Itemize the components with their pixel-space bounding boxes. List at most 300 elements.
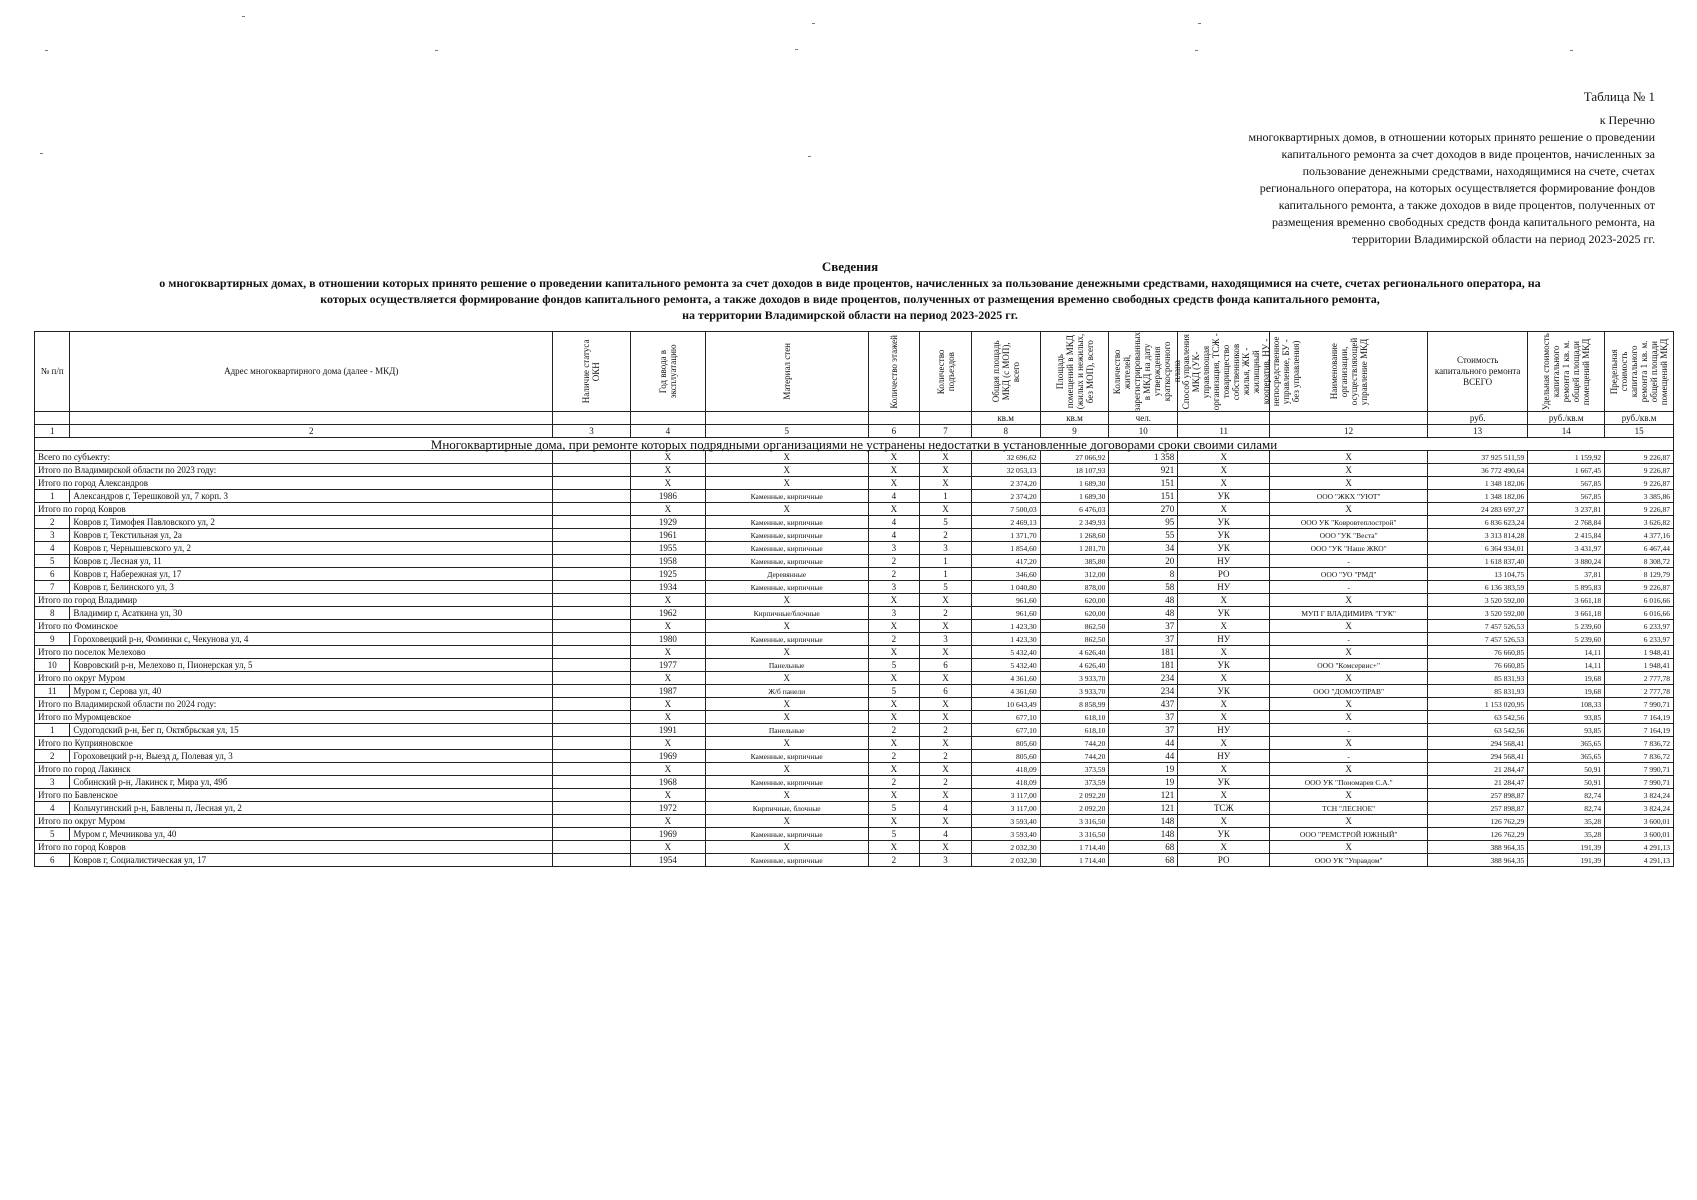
unit-cell: руб./кв.м [1528,412,1605,425]
cell-col-15: 4 377,16 [1605,529,1674,542]
row-address: Гороховецкий р-н, Выезд д, Полевая ул, 3 [70,750,553,763]
table-total-row [35,672,1674,685]
cell-col-5: Каменные, кирпичные [705,633,868,646]
scan-speck [242,16,245,17]
table-row [35,542,1674,555]
cell-col-8: 4 361,60 [971,672,1040,685]
cell-col-14: 14,11 [1528,646,1605,659]
cell-col-5: Каменные, кирпичные [705,750,868,763]
cell-col-8: 2 374,20 [971,490,1040,503]
cell-col-13: 1 348 182,06 [1428,477,1528,490]
table-row [35,750,1674,763]
table-row [35,581,1674,594]
cell-col-7: X [920,594,972,607]
cell-col-10: 68 [1109,841,1178,854]
cell-col-12: X [1270,789,1428,802]
row-label: Итого по Бавленское [35,789,553,802]
cell-col-15: 9 226,87 [1605,503,1674,516]
cell-col-7: 6 [920,659,972,672]
cell-col-11: УК [1178,776,1270,789]
cell-col-4: 1962 [630,607,705,620]
table-row [35,568,1674,581]
unit-cell [1178,412,1270,425]
cell-col-11: X [1178,594,1270,607]
cell-col-5: Каменные, кирпичные [705,581,868,594]
row-label: Итого по Владимирской области по 2023 году: [35,464,553,477]
cell-col-10: 270 [1109,503,1178,516]
cell-col-13: 257 898,87 [1428,789,1528,802]
column-number: 13 [1428,425,1528,438]
cell-col-15: 2 777,78 [1605,672,1674,685]
cell-col-12: X [1270,477,1428,490]
cell-col-4: X [630,477,705,490]
cell-col-6: X [868,711,920,724]
cell-col-11: НУ [1178,581,1270,594]
cell-col-15: 9 226,87 [1605,451,1674,464]
cell-col-13: 126 762,29 [1428,828,1528,841]
row-number: 6 [35,854,70,867]
cell-col-4: X [630,789,705,802]
cell-col-15: 3 385,86 [1605,490,1674,503]
cell-col-5: X [705,594,868,607]
cell-col-15: 3 824,24 [1605,802,1674,815]
cell-col-12: X [1270,672,1428,685]
scan-speck [1570,50,1573,51]
cell-col-6: X [868,451,920,464]
cell-col-10: 921 [1109,464,1178,477]
table-row [35,529,1674,542]
column-number: 2 [70,425,553,438]
cell-col-6: X [868,594,920,607]
row-label: Итого по округ Муром [35,815,553,828]
cell-col-5: X [705,763,868,776]
cell-col-6: X [868,789,920,802]
cell-col-9: 6 476,03 [1040,503,1109,516]
table-total-row [35,815,1674,828]
annex-caption [1175,112,1655,248]
cell-col-14: 93,85 [1528,711,1605,724]
cell-col-3 [553,828,631,841]
houses-table [34,331,1674,867]
cell-col-12: X [1270,646,1428,659]
cell-col-9: 3 933,70 [1040,685,1109,698]
cell-col-5: Кирпичные, блочные [705,802,868,815]
unit-cell [35,412,70,425]
cell-col-10: 48 [1109,607,1178,620]
cell-col-14: 567,85 [1528,490,1605,503]
cell-col-7: X [920,763,972,776]
cell-col-10: 151 [1109,490,1178,503]
cell-col-15: 3 824,24 [1605,789,1674,802]
cell-col-9: 1 268,60 [1040,529,1109,542]
cell-col-13: 6 836 623,24 [1428,516,1528,529]
cell-col-11: X [1178,841,1270,854]
column-number: 7 [920,425,972,438]
cell-col-11: НУ [1178,724,1270,737]
cell-col-3 [553,763,631,776]
row-address: Ковров г, Тимофея Павловского ул, 2 [70,516,553,529]
cell-col-7: 2 [920,776,972,789]
cell-col-14: 3 661,18 [1528,594,1605,607]
cell-col-8: 3 117,00 [971,802,1040,815]
cell-col-15: 2 777,78 [1605,685,1674,698]
row-number: 5 [35,555,70,568]
cell-col-6: 2 [868,555,920,568]
col-header-cost-total: Стоимость капитального ремонта ВСЕГО [1428,332,1528,412]
row-number: 10 [35,659,70,672]
unit-cell: чел. [1109,412,1178,425]
cell-col-8: 5 432,40 [971,659,1040,672]
row-address: Ковров г, Белинского ул, 3 [70,581,553,594]
cell-col-3 [553,737,631,750]
table-row [35,607,1674,620]
cell-col-4: 1969 [630,828,705,841]
cell-col-14: 35,28 [1528,828,1605,841]
column-number: 4 [630,425,705,438]
cell-col-3 [553,854,631,867]
cell-col-15: 6 233,97 [1605,633,1674,646]
cell-col-3 [553,529,631,542]
cell-col-13: 3 520 592,00 [1428,594,1528,607]
table-row [35,516,1674,529]
table-total-row [35,737,1674,750]
cell-col-6: X [868,763,920,776]
cell-col-5: Панельные [705,659,868,672]
cell-col-9: 1 689,30 [1040,477,1109,490]
cell-col-9: 373,59 [1040,763,1109,776]
column-numbers-row [35,425,1674,438]
cell-col-5: Панельные [705,724,868,737]
cell-col-11: НУ [1178,750,1270,763]
cell-col-7: X [920,477,972,490]
cell-col-5: X [705,711,868,724]
cell-col-10: 19 [1109,763,1178,776]
cell-col-9: 18 107,93 [1040,464,1109,477]
row-address: Собинский р-н, Лакинск г, Мира ул, 49б [70,776,553,789]
cell-col-13: 63 542,56 [1428,711,1528,724]
cell-col-8: 1 423,30 [971,620,1040,633]
cell-col-12: X [1270,451,1428,464]
row-number: 2 [35,516,70,529]
cell-col-3 [553,841,631,854]
cell-col-7: 3 [920,854,972,867]
cell-col-9: 1 714,40 [1040,841,1109,854]
row-address: Гороховецкий р-н, Фоминки с, Чекунова ул, 4 [70,633,553,646]
table-total-row [35,477,1674,490]
cell-col-3 [553,555,631,568]
cell-col-4: X [630,841,705,854]
cell-col-3 [553,724,631,737]
cell-col-11: X [1178,763,1270,776]
cell-col-4: 1958 [630,555,705,568]
cell-col-8: 32 053,13 [971,464,1040,477]
table-total-row [35,763,1674,776]
unit-cell [868,412,920,425]
cell-col-5: X [705,620,868,633]
cell-col-8: 10 643,49 [971,698,1040,711]
cell-col-13: 388 964,35 [1428,841,1528,854]
cell-col-5: X [705,815,868,828]
cell-col-8: 2 032,30 [971,841,1040,854]
cell-col-7: X [920,451,972,464]
cell-col-7: 2 [920,750,972,763]
cell-col-14: 3 661,18 [1528,607,1605,620]
row-address: Александров г, Терешковой ул, 7 корп. 3 [70,490,553,503]
cell-col-7: X [920,841,972,854]
cell-col-4: X [630,737,705,750]
cell-col-14: 50,91 [1528,776,1605,789]
column-number: 8 [971,425,1040,438]
cell-col-8: 3 593,40 [971,815,1040,828]
cell-col-9: 8 858,99 [1040,698,1109,711]
cell-col-13: 76 660,85 [1428,646,1528,659]
cell-col-15: 3 600,01 [1605,815,1674,828]
cell-col-13: 85 831,93 [1428,672,1528,685]
unit-cell: кв.м [971,412,1040,425]
cell-col-8: 346,60 [971,568,1040,581]
cell-col-11: УК [1178,659,1270,672]
cell-col-4: X [630,763,705,776]
row-label: Итого по Владимирской области по 2024 году: [35,698,553,711]
cell-col-11: X [1178,451,1270,464]
cell-col-10: 37 [1109,620,1178,633]
annex-line: многоквартирных домов, в отношении которых принято решение о проведении [1248,130,1655,144]
cell-col-12: ТСН "ЛЕСНОЕ" [1270,802,1428,815]
cell-col-15: 8 308,72 [1605,555,1674,568]
cell-col-5: X [705,477,868,490]
cell-col-5: Деревянные [705,568,868,581]
cell-col-13: 24 283 697,27 [1428,503,1528,516]
cell-col-9: 620,00 [1040,607,1109,620]
cell-col-9: 878,00 [1040,581,1109,594]
cell-col-8: 418,09 [971,776,1040,789]
cell-col-4: 1968 [630,776,705,789]
cell-col-8: 805,60 [971,750,1040,763]
cell-col-4: 1987 [630,685,705,698]
cell-col-13: 1 348 182,06 [1428,490,1528,503]
cell-col-14: 19,68 [1528,685,1605,698]
cell-col-8: 2 469,13 [971,516,1040,529]
row-label: Итого по город Александров [35,477,553,490]
table-total-row [35,464,1674,477]
cell-col-10: 181 [1109,659,1178,672]
cell-col-9: 3 933,70 [1040,672,1109,685]
row-label: Итого по город Лакинск [35,763,553,776]
column-number: 5 [705,425,868,438]
table-row [35,776,1674,789]
cell-col-6: 4 [868,529,920,542]
cell-col-9: 618,10 [1040,711,1109,724]
scan-speck [1198,23,1201,24]
cell-col-3 [553,672,631,685]
cell-col-14: 5 239,60 [1528,620,1605,633]
cell-col-8: 1 423,30 [971,633,1040,646]
cell-col-6: 4 [868,490,920,503]
cell-col-13: 1 153 020,95 [1428,698,1528,711]
cell-col-11: УК [1178,607,1270,620]
header-row [35,332,1674,412]
cell-col-15: 7 990,71 [1605,763,1674,776]
cell-col-10: 34 [1109,542,1178,555]
cell-col-4: X [630,815,705,828]
table-row [35,828,1674,841]
annex-line: к Перечню [1599,113,1655,127]
cell-col-7: X [920,672,972,685]
cell-col-8: 961,60 [971,607,1040,620]
row-label: Итого по город Ковров [35,503,553,516]
cell-col-4: X [630,711,705,724]
row-address: Ковров г, Чернышевского ул, 2 [70,542,553,555]
cell-col-9: 385,80 [1040,555,1109,568]
cell-col-5: Кирпичные/блочные [705,607,868,620]
cell-col-15: 8 129,79 [1605,568,1674,581]
cell-col-11: РО [1178,568,1270,581]
column-number: 14 [1528,425,1605,438]
cell-col-5: Каменные, кирпичные [705,555,868,568]
cell-col-13: 6 364 934,01 [1428,542,1528,555]
cell-col-6: 2 [868,854,920,867]
cell-col-5: Ж/б панели [705,685,868,698]
cell-col-9: 744,20 [1040,750,1109,763]
table-total-row [35,503,1674,516]
cell-col-9: 373,59 [1040,776,1109,789]
cell-col-5: Каменные, кирпичные [705,529,868,542]
cell-col-15: 9 226,87 [1605,581,1674,594]
cell-col-12: - [1270,724,1428,737]
cell-col-11: РО [1178,854,1270,867]
cell-col-7: X [920,737,972,750]
cell-col-9: 1 714,40 [1040,854,1109,867]
cell-col-14: 365,65 [1528,750,1605,763]
row-address: Муром г, Мечникова ул, 40 [70,828,553,841]
cell-col-6: 3 [868,581,920,594]
cell-col-3 [553,542,631,555]
cell-col-13: 7 457 526,53 [1428,633,1528,646]
row-number: 4 [35,542,70,555]
cell-col-14: 5 239,60 [1528,633,1605,646]
column-number: 12 [1270,425,1428,438]
unit-cell [553,412,631,425]
cell-col-8: 677,10 [971,711,1040,724]
cell-col-13: 37 925 511,59 [1428,451,1528,464]
row-number: 3 [35,529,70,542]
cell-col-9: 862,50 [1040,633,1109,646]
annex-line: регионального оператора, на которых осуществляется формирование фондов [1259,181,1655,195]
row-address: Ковров г, Набережная ул, 17 [70,568,553,581]
row-address: Ковровский р-н, Мелехово п, Пионерская ул, 5 [70,659,553,672]
cell-col-12: - [1270,633,1428,646]
cell-col-4: X [630,698,705,711]
cell-col-15: 6 233,97 [1605,620,1674,633]
cell-col-4: X [630,646,705,659]
heading-line: на территории Владимирской области на период 2023-2025 гг. [682,308,1018,322]
cell-col-7: X [920,464,972,477]
row-address: Владимир г, Асаткина ул, 30 [70,607,553,620]
cell-col-11: X [1178,789,1270,802]
cell-col-5: Каменные, кирпичные [705,516,868,529]
table-total-row [35,711,1674,724]
cell-col-10: 48 [1109,594,1178,607]
cell-col-3 [553,568,631,581]
cell-col-11: X [1178,672,1270,685]
cell-col-6: 5 [868,685,920,698]
cell-col-12: X [1270,698,1428,711]
row-address: Ковров г, Социалистическая ул, 17 [70,854,553,867]
cell-col-7: 3 [920,542,972,555]
unit-cell [1270,412,1428,425]
cell-col-3 [553,711,631,724]
cell-col-6: X [868,672,920,685]
column-number: 6 [868,425,920,438]
row-number: 6 [35,568,70,581]
cell-col-12: ООО "УК "Наше ЖКО" [1270,542,1428,555]
cell-col-11: НУ [1178,633,1270,646]
cell-col-5: Каменные, кирпичные [705,776,868,789]
cell-col-14: 5 895,83 [1528,581,1605,594]
cell-col-12: ООО "УО "РМД" [1270,568,1428,581]
cell-col-6: X [868,698,920,711]
cell-col-3 [553,633,631,646]
col-header-management-method: Способ управления МКД (УК-управляющая организация, ТСЖ - товарищество собственников жилья, ЖК - жилищный кооператив, НУ - непосредственное управление, БУ - без управления) [1178,332,1270,412]
row-label: Итого по город Ковров [35,841,553,854]
cell-col-6: 2 [868,776,920,789]
cell-col-13: 6 136 383,59 [1428,581,1528,594]
cell-col-14: 82,74 [1528,802,1605,815]
row-number: 2 [35,750,70,763]
cell-col-5: X [705,789,868,802]
row-number: 7 [35,581,70,594]
row-label: Всего по субъекту: [35,451,553,464]
cell-col-3 [553,477,631,490]
cell-col-6: X [868,815,920,828]
cell-col-4: 1969 [630,750,705,763]
cell-col-11: X [1178,711,1270,724]
cell-col-10: 37 [1109,633,1178,646]
cell-col-10: 148 [1109,815,1178,828]
cell-col-7: 1 [920,555,972,568]
table-row [35,659,1674,672]
cell-col-12: ООО "РЕМСТРОЙ ЮЖНЫЙ" [1270,828,1428,841]
cell-col-11: ТСЖ [1178,802,1270,815]
cell-col-12: X [1270,711,1428,724]
column-number: 9 [1040,425,1109,438]
row-number: 5 [35,828,70,841]
row-number: 9 [35,633,70,646]
cell-col-11: X [1178,737,1270,750]
cell-col-8: 2 374,20 [971,477,1040,490]
cell-col-3 [553,776,631,789]
cell-col-6: X [868,477,920,490]
cell-col-14: 108,33 [1528,698,1605,711]
cell-col-10: 37 [1109,724,1178,737]
cell-col-15: 7 164,19 [1605,711,1674,724]
col-header-premises-area: Площадь помещений в МКД (жилых и нежилых, без МОП), всего [1040,332,1109,412]
cell-col-13: 7 457 526,53 [1428,620,1528,633]
cell-col-9: 3 316,50 [1040,815,1109,828]
cell-col-3 [553,607,631,620]
cell-col-9: 744,20 [1040,737,1109,750]
cell-col-14: 1 159,92 [1528,451,1605,464]
col-header-okn: Наличие статуса ОКН [553,332,631,412]
cell-col-7: 5 [920,581,972,594]
cell-col-14: 567,85 [1528,477,1605,490]
row-number: 1 [35,490,70,503]
cell-col-10: 58 [1109,581,1178,594]
cell-col-14: 3 880,24 [1528,555,1605,568]
col-header-year: Год ввода в эксплуатацию [630,332,705,412]
cell-col-5: Каменные, кирпичные [705,490,868,503]
cell-col-7: X [920,646,972,659]
